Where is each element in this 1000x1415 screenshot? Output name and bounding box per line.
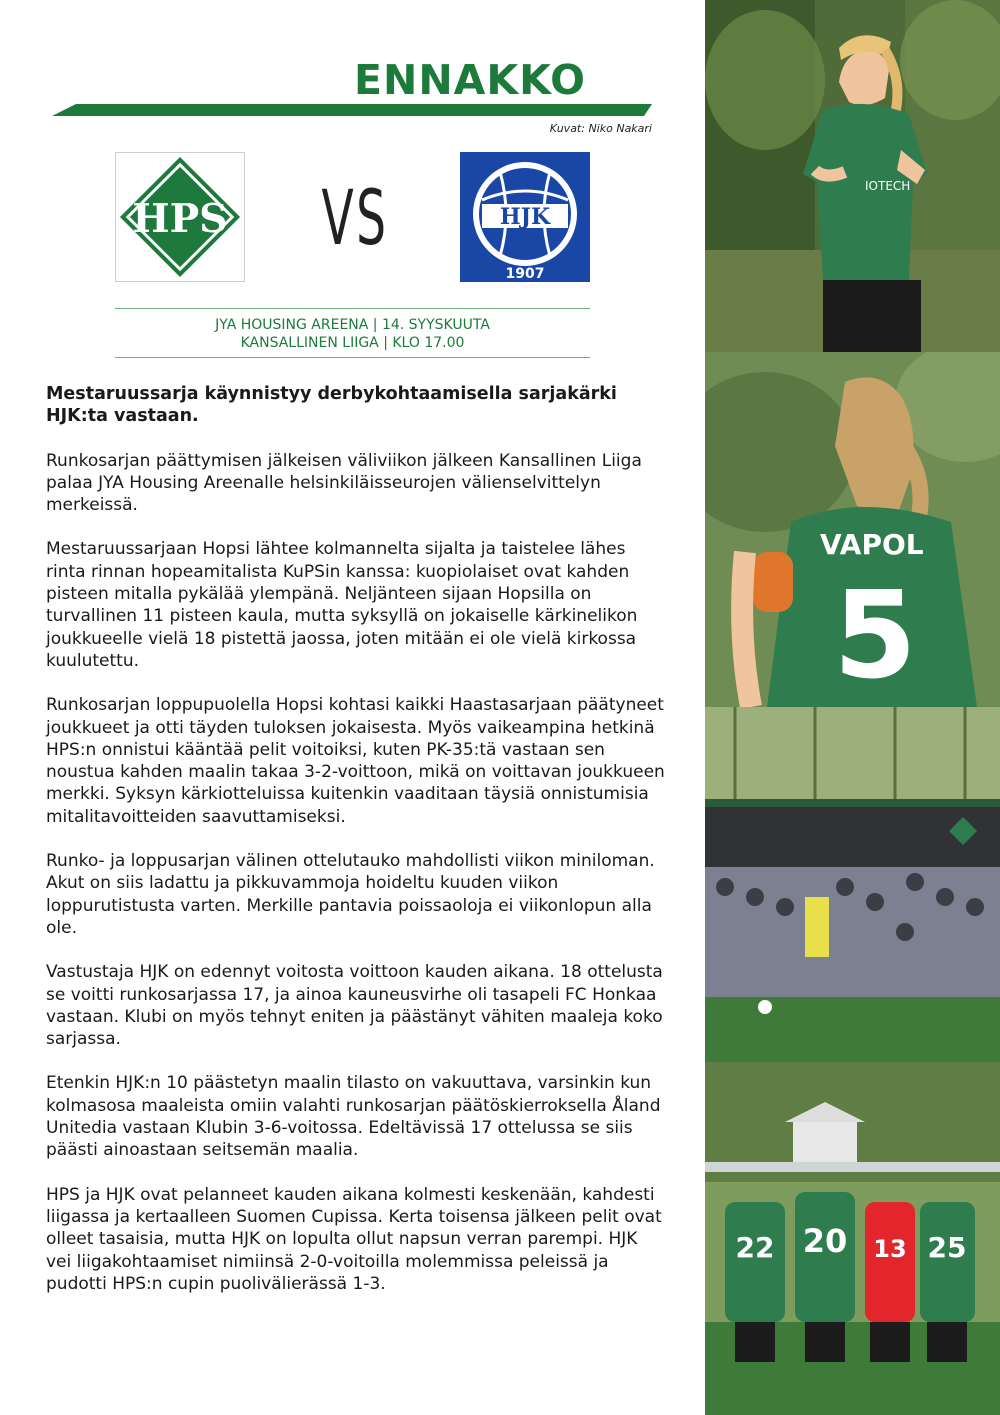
article-paragraph: Runkosarjan loppupuolella Hopsi kohtasi kaikki Haastasarjaan päätyneet joukkueet ja otti täyden tuloksen jokaisesta. Myös vaikeampina hetkinä HPS:n onnistui kääntää pelit voitoiksi, kuten PK-35:tä vastaan sen noustua kahden maalin takaa 3-2-voittoon, mikä on voittavan joukkueen merkki. Syksyn kärkiotteluissa kuitenkin vaaditaan täysiä onnistumisia mitalitavoitteiden saavuttamiseksi. bbox=[46, 695, 665, 827]
info-divider-bottom bbox=[115, 357, 590, 358]
photo-huddle-number: 20 bbox=[802, 1222, 848, 1260]
photo-team-huddle bbox=[705, 1062, 1000, 1415]
hjk-logo-text: HJK bbox=[499, 204, 551, 230]
photo-credit: Kuvat: Niko Nakari bbox=[549, 122, 652, 135]
vs-label: VS bbox=[321, 173, 389, 262]
article-paragraph: Runko- ja loppusarjan välinen ottelutauko mahdollisti viikon miniloman. Akut on siis ladattu ja pikkuvammoja hoideltu kuuden viikon loppurutistusta varten. Merkille pantavia poissaoloja ei viikonlopun alla ole. bbox=[46, 851, 655, 938]
photo-jersey-number: 5 bbox=[833, 567, 917, 706]
photo-jersey-name: VAPOL bbox=[820, 528, 924, 561]
hjk-logo bbox=[460, 152, 590, 282]
svg-text:IOTECH: IOTECH bbox=[865, 179, 911, 193]
match-league-time: KANSALLINEN LIIGA | KLO 17.00 bbox=[240, 335, 465, 351]
page-title: ENNAKKO bbox=[354, 56, 586, 104]
photo-stadium-crowd bbox=[705, 707, 1000, 1062]
hps-logo-text: HPS bbox=[132, 195, 228, 242]
photo-huddle-number: 13 bbox=[873, 1235, 907, 1263]
hps-logo bbox=[115, 152, 245, 282]
photo-huddle-number: 25 bbox=[927, 1231, 967, 1264]
article-paragraph: Etenkin HJK:n 10 päästetyn maalin tilasto on vakuuttava, varsinkin kun kolmasosa maaleista omiin valahti runkosarjan päätöskierroksella Åland Unitedia vastaan Klubin 3-6-voitossa. Edeltävissä 17 ottelussa se siis päästi ainoastaan seitsemän maalia. bbox=[46, 1073, 661, 1161]
title-underline bbox=[52, 100, 652, 118]
article-paragraph: HPS ja HJK ovat pelanneet kauden aikana kolmesti keskenään, kahdesti liigassa ja kertaalleen Suomen Cupissa. Kerta toisensa jälkeen pelit ovat olleet tasaisia, mutta HJK on lopulta ollut napsun verran parempi. HJK vei liigakohtaamiset nimiinsä 2-0-voitoilla molemmissa peleissä ja pudotti HPS:n cupin puolivälierässä 1-3. bbox=[46, 1184, 662, 1294]
match-venue-date: JYA HOUSING AREENA | 14. SYYSKUUTA bbox=[215, 317, 490, 333]
hjk-logo-year: 1907 bbox=[505, 266, 545, 282]
info-divider-top bbox=[115, 308, 590, 309]
article-paragraph: Runkosarjan päättymisen jälkeisen väliviikon jälkeen Kansallinen Liiga palaa JYA Housing Areenalle helsinkiläisseurojen välienselvittelyn merkeissä. bbox=[46, 450, 642, 516]
photo-player-number-five bbox=[705, 352, 1000, 707]
article-paragraph: Vastustaja HJK on edennyt voitosta voittoon kauden aikana. 18 ottelusta se voitti runkosarjassa 17, ja ainoa kauneusvirhe oli tasapeli FC Honkaa vastaan. Klubi on myös tehnyt eniten ja päästänyt vähiten maaleja koko sarjassa. bbox=[46, 962, 663, 1050]
photo-huddle-number: 22 bbox=[735, 1231, 775, 1264]
article-lead: Mestaruussarja käynnistyy derbykohtaamisella sarjakärki HJK:ta vastaan. bbox=[46, 384, 617, 427]
photo-player-running bbox=[705, 0, 1000, 352]
article-body bbox=[46, 383, 666, 1317]
article-paragraph: Mestaruussarjaan Hopsi lähtee kolmannelta sijalta ja taistelee lähes rinta rinnan hopeamitalista KuPSin kanssa: kuopiolaiset ovat kahden pisteen mitalla pykälää ylempänä. Neljänteen sijaan Hopsilla on turvallinen 11 pisteen kaula, mutta syksyllä on jokaiselle kärkinelikon joukkueelle vielä 18 pistettä jaossa, joten mitään ei ole vielä kirkossa kuulutettu. bbox=[46, 539, 638, 671]
